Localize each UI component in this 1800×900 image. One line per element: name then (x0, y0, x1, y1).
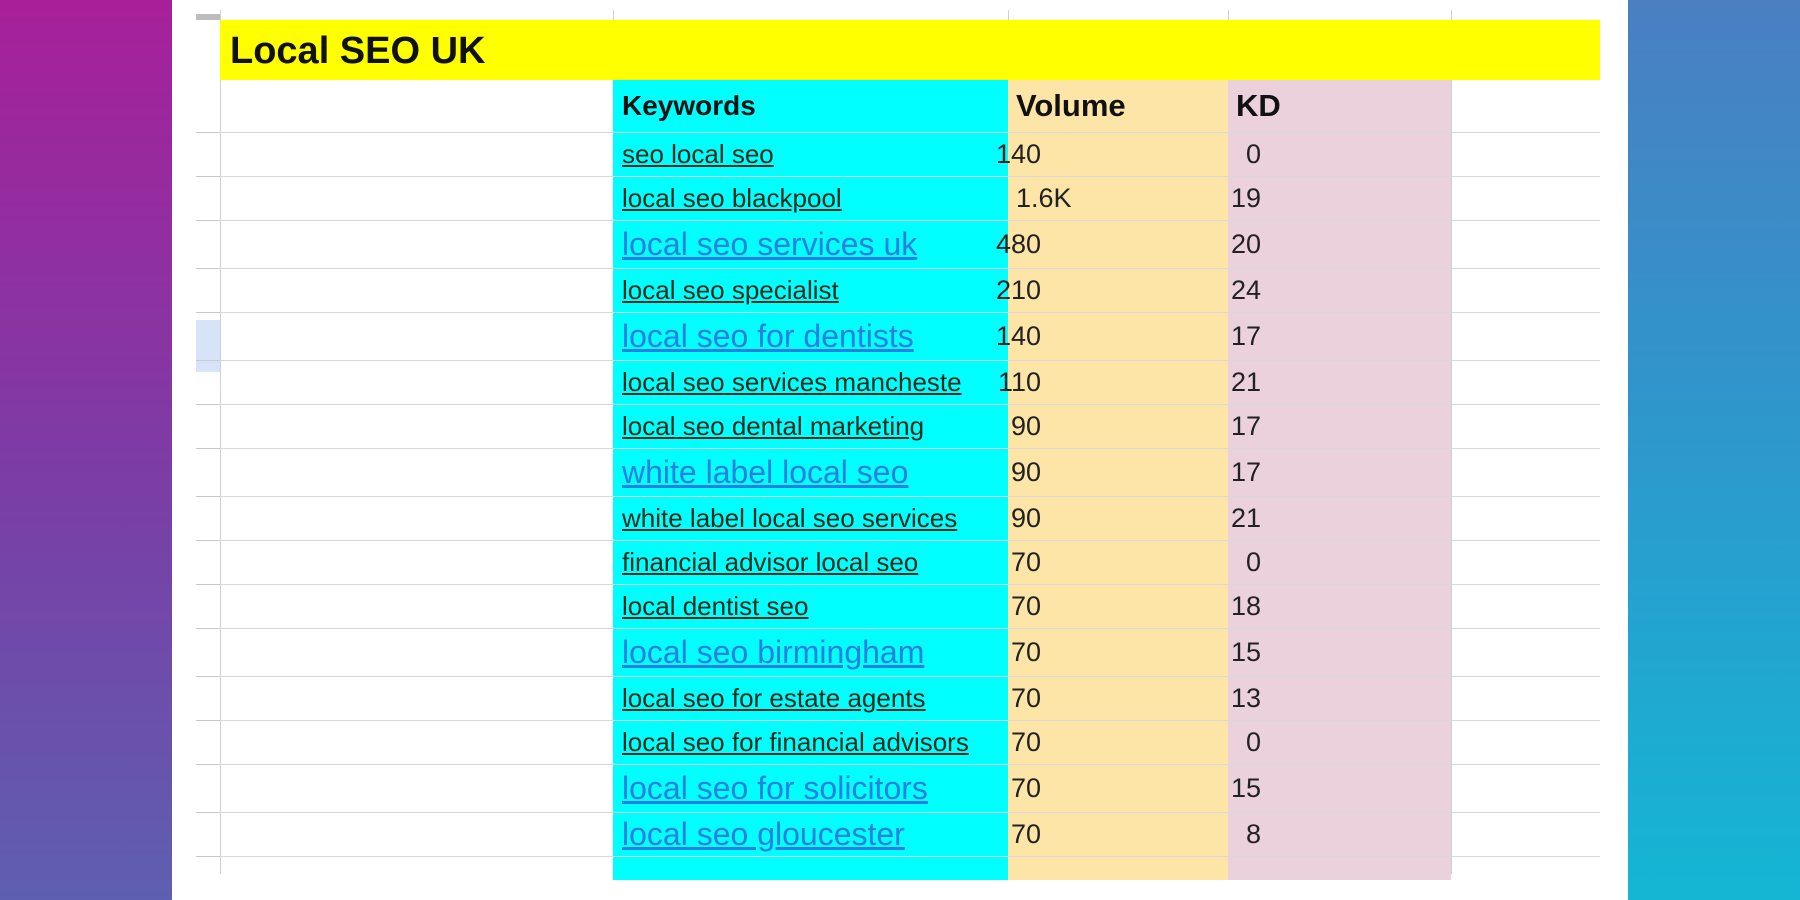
col-divider-e (1451, 10, 1452, 874)
sheet-title[interactable]: Local SEO UK (230, 30, 486, 72)
kd-cell[interactable]: 17 (1230, 411, 1261, 441)
spreadsheet[interactable] (172, 0, 1628, 900)
volume-cell[interactable]: 90 (1010, 411, 1041, 441)
header-kd[interactable]: KD (1236, 88, 1281, 123)
row-header-divider (196, 312, 220, 313)
header-volume[interactable]: Volume (1016, 88, 1126, 123)
col-divider-a (220, 10, 221, 874)
keyword-link[interactable]: local seo for solicitors (622, 770, 928, 806)
volume-cell[interactable]: 70 (1010, 727, 1041, 757)
kd-cell[interactable]: 15 (1230, 637, 1261, 667)
volume-cell[interactable]: 140 (995, 139, 1041, 169)
selected-row-indicator (196, 320, 220, 372)
keyword-link[interactable]: local seo for dentists (622, 318, 914, 354)
kd-cell[interactable]: 24 (1230, 275, 1261, 305)
volume-cell[interactable]: 90 (1010, 457, 1041, 487)
volume-cell[interactable]: 70 (1010, 637, 1041, 667)
row-header-divider (196, 496, 220, 497)
volume-cell[interactable]: 1.6K (1016, 183, 1072, 213)
keyword-link[interactable]: local seo services uk (622, 226, 918, 262)
keyword-link[interactable]: local seo specialist (622, 275, 839, 305)
kd-cell[interactable]: 19 (1230, 183, 1261, 213)
row-gridline (220, 856, 1600, 857)
keyword-link[interactable]: local seo dental marketing (622, 411, 925, 441)
left-gradient-panel (0, 0, 172, 900)
header-keywords[interactable]: Keywords (622, 90, 756, 121)
volume-cell[interactable]: 70 (1010, 683, 1041, 713)
right-gradient-panel (1628, 0, 1800, 900)
kd-cell[interactable]: 0 (1245, 547, 1261, 577)
kd-cell[interactable]: 0 (1245, 139, 1261, 169)
keyword-link[interactable]: white label local seo (622, 454, 909, 490)
volume-cell[interactable]: 90 (1010, 503, 1041, 533)
corner-select-all[interactable] (196, 14, 220, 20)
volume-cell[interactable]: 70 (1010, 773, 1041, 803)
row-header-divider (196, 404, 220, 405)
keyword-link[interactable]: local seo birmingham (622, 634, 925, 670)
keyword-link[interactable]: local dentist seo (622, 591, 809, 621)
kd-cell[interactable]: 17 (1230, 457, 1261, 487)
kd-cell[interactable]: 8 (1245, 819, 1261, 849)
row-header-divider (196, 764, 220, 765)
kd-cell[interactable]: 17 (1230, 321, 1261, 351)
row-header-divider (196, 448, 220, 449)
row-header-divider (196, 268, 220, 269)
volume-cell[interactable]: 210 (995, 275, 1041, 305)
kd-cell[interactable]: 21 (1230, 367, 1261, 397)
volume-cell[interactable]: 70 (1010, 591, 1041, 621)
volume-cell[interactable]: 70 (1010, 819, 1041, 849)
kd-cell[interactable]: 18 (1230, 591, 1261, 621)
volume-cell[interactable]: 70 (1010, 547, 1041, 577)
keyword-link[interactable]: local seo for estate agents (622, 683, 926, 713)
keyword-link[interactable]: financial advisor local seo (622, 547, 919, 577)
kd-column-fill (1228, 80, 1451, 880)
row-header-divider (196, 628, 220, 629)
kd-cell[interactable]: 21 (1230, 503, 1261, 533)
volume-cell[interactable]: 110 (997, 367, 1041, 397)
row-header-divider (196, 812, 220, 813)
keyword-link[interactable]: local seo gloucester (622, 816, 905, 852)
volume-cell[interactable]: 480 (995, 229, 1041, 259)
volume-cell[interactable]: 140 (995, 321, 1041, 351)
row-header-divider (196, 676, 220, 677)
keyword-link[interactable]: local seo services mancheste (622, 367, 962, 397)
row-header-divider (196, 856, 220, 857)
keyword-link[interactable]: white label local seo services (622, 503, 958, 533)
row-header-divider (196, 176, 220, 177)
keyword-link[interactable]: local seo for financial advisors (622, 727, 969, 757)
row-header-divider (196, 132, 220, 133)
row-header-divider (196, 540, 220, 541)
row-header-divider (196, 720, 220, 721)
keyword-link[interactable]: seo local seo (622, 139, 774, 169)
kd-cell[interactable]: 13 (1230, 683, 1261, 713)
kd-cell[interactable]: 0 (1245, 727, 1261, 757)
keyword-link[interactable]: local seo blackpool (622, 183, 842, 213)
kd-cell[interactable]: 20 (1230, 229, 1261, 259)
kd-cell[interactable]: 15 (1230, 773, 1261, 803)
row-header-divider (196, 360, 220, 361)
row-header-divider (196, 220, 220, 221)
row-header-divider (196, 584, 220, 585)
